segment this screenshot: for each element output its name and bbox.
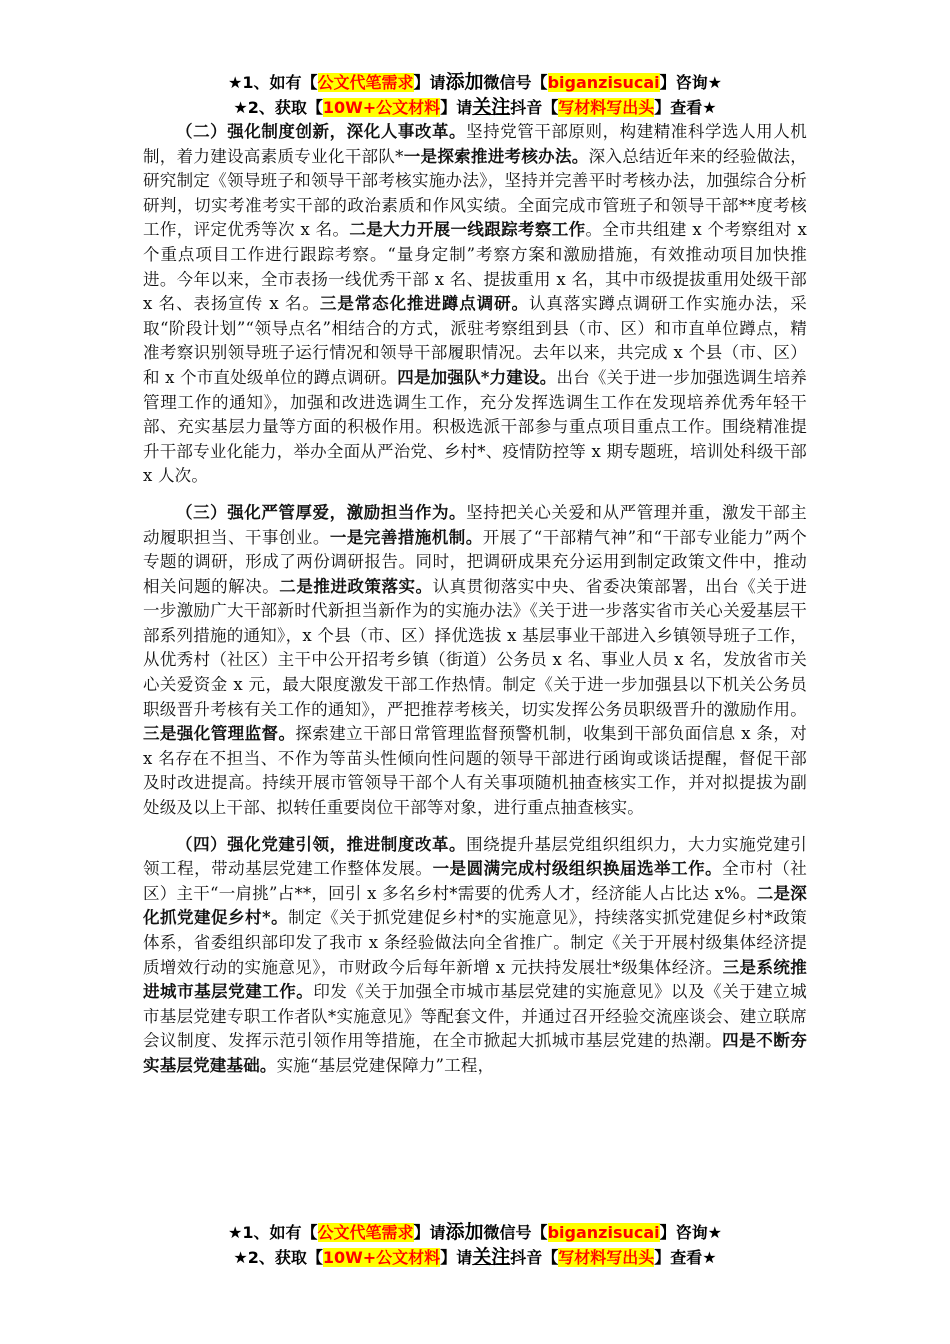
body-text: 制定《关于抓党建促乡村*的实施意见》，持续落实抓党建促乡村*政策体系，省委组织部印发了我市 x 条经验做法向全省推广。制定《关于开展村级集体经济提质增效行动的实施意见》，市财政今后每年新增 x 元扶持发展壮*级集体经济。 bbox=[143, 908, 807, 977]
highlight-text: 公文代笔需求 bbox=[317, 73, 414, 92]
body-text: 出台《关于进一步加强选调生培养管理工作的通知》，加强和改进选调生工作，充分发挥选调生工作在发现培养优秀年轻干部、充实基层力量等方面的积极作用。积极选派干部参与重点项目重点工作。围绕精准提升干部专业化能力，举办全面从严治党、乡村*、疫情防控等 x 期专题班，培训处科级干部 x 人次。 bbox=[143, 367, 807, 486]
ad-banner-top bbox=[0, 70, 950, 120]
bold-heading-text: 一是探索推进考核办法。 bbox=[403, 146, 589, 166]
douyin-account: 写材料写出头 bbox=[558, 98, 655, 117]
ad-line-1: ★1、如有【公文代笔需求】请添加微信号【biganzisucai】咨询★ bbox=[228, 71, 722, 93]
wechat-id: biganzisucai bbox=[547, 73, 660, 92]
star-icon: ★ bbox=[228, 1223, 243, 1242]
body-text: 坚持党管干部原则，构建精准科学选人用人机制，着力建设高素质专业化干部队* bbox=[143, 122, 808, 166]
star-icon: ★ bbox=[233, 1248, 248, 1267]
bold-heading-text: 三是常态化推进蹲点调研。 bbox=[319, 294, 529, 314]
bold-heading-text: 四是加强队*力建设。 bbox=[397, 367, 557, 387]
body-text: 实施“基层党建保障力”工程， bbox=[276, 1055, 495, 1075]
ad-banner-bottom bbox=[0, 1220, 950, 1270]
bold-heading-text: 一是圆满完成村级组织换届选举工作。 bbox=[432, 859, 723, 879]
bold-heading-text: （三）强化严管厚爱，激励担当作为。 bbox=[176, 502, 467, 522]
paragraph bbox=[143, 501, 807, 821]
star-icon: ★ bbox=[228, 73, 243, 92]
body-text: 。全市共组建 x 个考察组对 x 个重点项目工作进行跟踪考察。“量身定制”考察方案和激励措施，有效推动项目加快推进。今年以来，全市表扬一线优秀干部 x 名、提拔重用 x 名，其中市级提拔重用处级干部 x 名、表扬宣传 x 名。 bbox=[143, 220, 807, 314]
star-icon: ★ bbox=[233, 98, 248, 117]
paragraph bbox=[143, 120, 807, 489]
body-text: 开展了“干部精气神”和“干部专业能力”两个专题的调研，形成了两份调研报告。同时，把调研成果充分运用到制定政策文件中，推动相关问题的解决。 bbox=[143, 527, 807, 596]
bold-heading-text: 三是强化管理监督。 bbox=[143, 724, 296, 744]
body-text: 印发《关于加强全市城市基层党建的实施意见》以及《关于建立城市基层党建专职工作者队*实施意见》等配套文件，并通过召开经验交流座谈会、建立联席会议制度、发挥示范引领作用等措施，在全市掀起大抓城市基层党建的热潮。 bbox=[143, 982, 807, 1051]
highlight-text: 公文代笔需求 bbox=[317, 1223, 414, 1242]
bold-heading-text: 三是系统推进城市基层党建工作。 bbox=[143, 957, 808, 1002]
paragraph bbox=[143, 833, 807, 1079]
douyin-account: 写材料写出头 bbox=[558, 1248, 655, 1267]
body-text: 探索建立干部日常管理监督预警机制，收集到干部负面信息 x 条，对 x 名存在不担当、不作为等苗头性倾向性问题的领导干部进行函询或谈话提醒，督促干部及时改进提高。持续开展市管领导干部个人有关事项随机抽查核实工作，并对拟提拔为副处级及以上干部、拟转任重要岗位干部等对象，进行重点抽查核实。 bbox=[143, 724, 807, 818]
document-body bbox=[143, 120, 807, 1091]
bold-heading-text: 一是完善措施机制。 bbox=[329, 527, 483, 547]
bold-heading-text: （二）强化制度创新，深化人事改革。 bbox=[176, 122, 467, 141]
highlight-text: 10W+公文材料 bbox=[322, 1248, 441, 1267]
bold-heading-text: 四是不断夯实基层党建基础。 bbox=[143, 1031, 807, 1075]
body-text: 围绕提升基层党组织组织力，大力实施党建引领工程，带动基层党建工作整体发展。 bbox=[143, 834, 808, 879]
wechat-id: biganzisucai bbox=[547, 1223, 660, 1242]
bold-heading-text: 二是大力开展一线跟踪考察工作 bbox=[349, 220, 586, 240]
bold-heading-text: 二是深化抓党建促乡村*。 bbox=[143, 883, 807, 928]
ad-line-1: ★1、如有【公文代笔需求】请添加微信号【biganzisucai】咨询★ bbox=[228, 1221, 722, 1243]
body-text: 认真落实蹲点调研工作实施办法，采取“阶段计划”“领导点名”相结合的方式，派驻考察组到县（市、区）和市直单位蹲点，精准考察识别领导班子运行情况和领导干部履职情况。去年以来，共完成 x 个县（市、区）和 x 个市直处级单位的蹲点调研。 bbox=[143, 294, 807, 387]
bold-heading-text: （四）强化党建引领，推进制度改革。 bbox=[176, 834, 467, 854]
ad-line-2: ★2、获取【10W+公文材料】请关注抖音【写材料写出头】查看★ bbox=[233, 96, 717, 118]
body-text: 认真贯彻落实中央、省委决策部署，出台《关于进一步激励广大干部新时代新担当新作为的实施办法》《关于进一步落实省市关心关爱基层干部系列措施的通知》，x 个县（市、区）择优选拔 x 基层事业干部进入乡镇领导班子工作，从优秀村（社区）主干中公开招考乡镇（街道）公务员 x 名、事业人员 x 名，发放省市关心关爱资金 x 元，最大限度激发干部工作热情。制定《关于进一步加强县以下机关公务员职级晋升考核有关工作的通知》，严把推荐考核关，切实发挥公务员职级晋升的激励作用。 bbox=[143, 576, 807, 719]
ad-line-2: ★2、获取【10W+公文材料】请关注抖音【写材料写出头】查看★ bbox=[233, 1246, 717, 1268]
bold-heading-text: 二是推进政策落实。 bbox=[279, 576, 433, 596]
body-text: 全市村（社区）主干“一肩挑”占**，回引 x 多名乡村*需要的优秀人才，经济能人占比达 x%。 bbox=[143, 859, 807, 903]
body-text: 深入总结近年来的经验做法，研究制定《领导班子和领导干部考核实施办法》，坚持并完善平时考核办法，加强综合分析研判，切实考准考实干部的政治素质和作风实绩。全面完成市管班子和领导干部**度考核工作，评定优秀等次 x 名。 bbox=[143, 146, 808, 240]
body-text: 坚持把关心关爱和从严管理并重，激发干部主动履职担当、干事创业。 bbox=[143, 502, 808, 547]
highlight-text: 10W+公文材料 bbox=[322, 98, 441, 117]
